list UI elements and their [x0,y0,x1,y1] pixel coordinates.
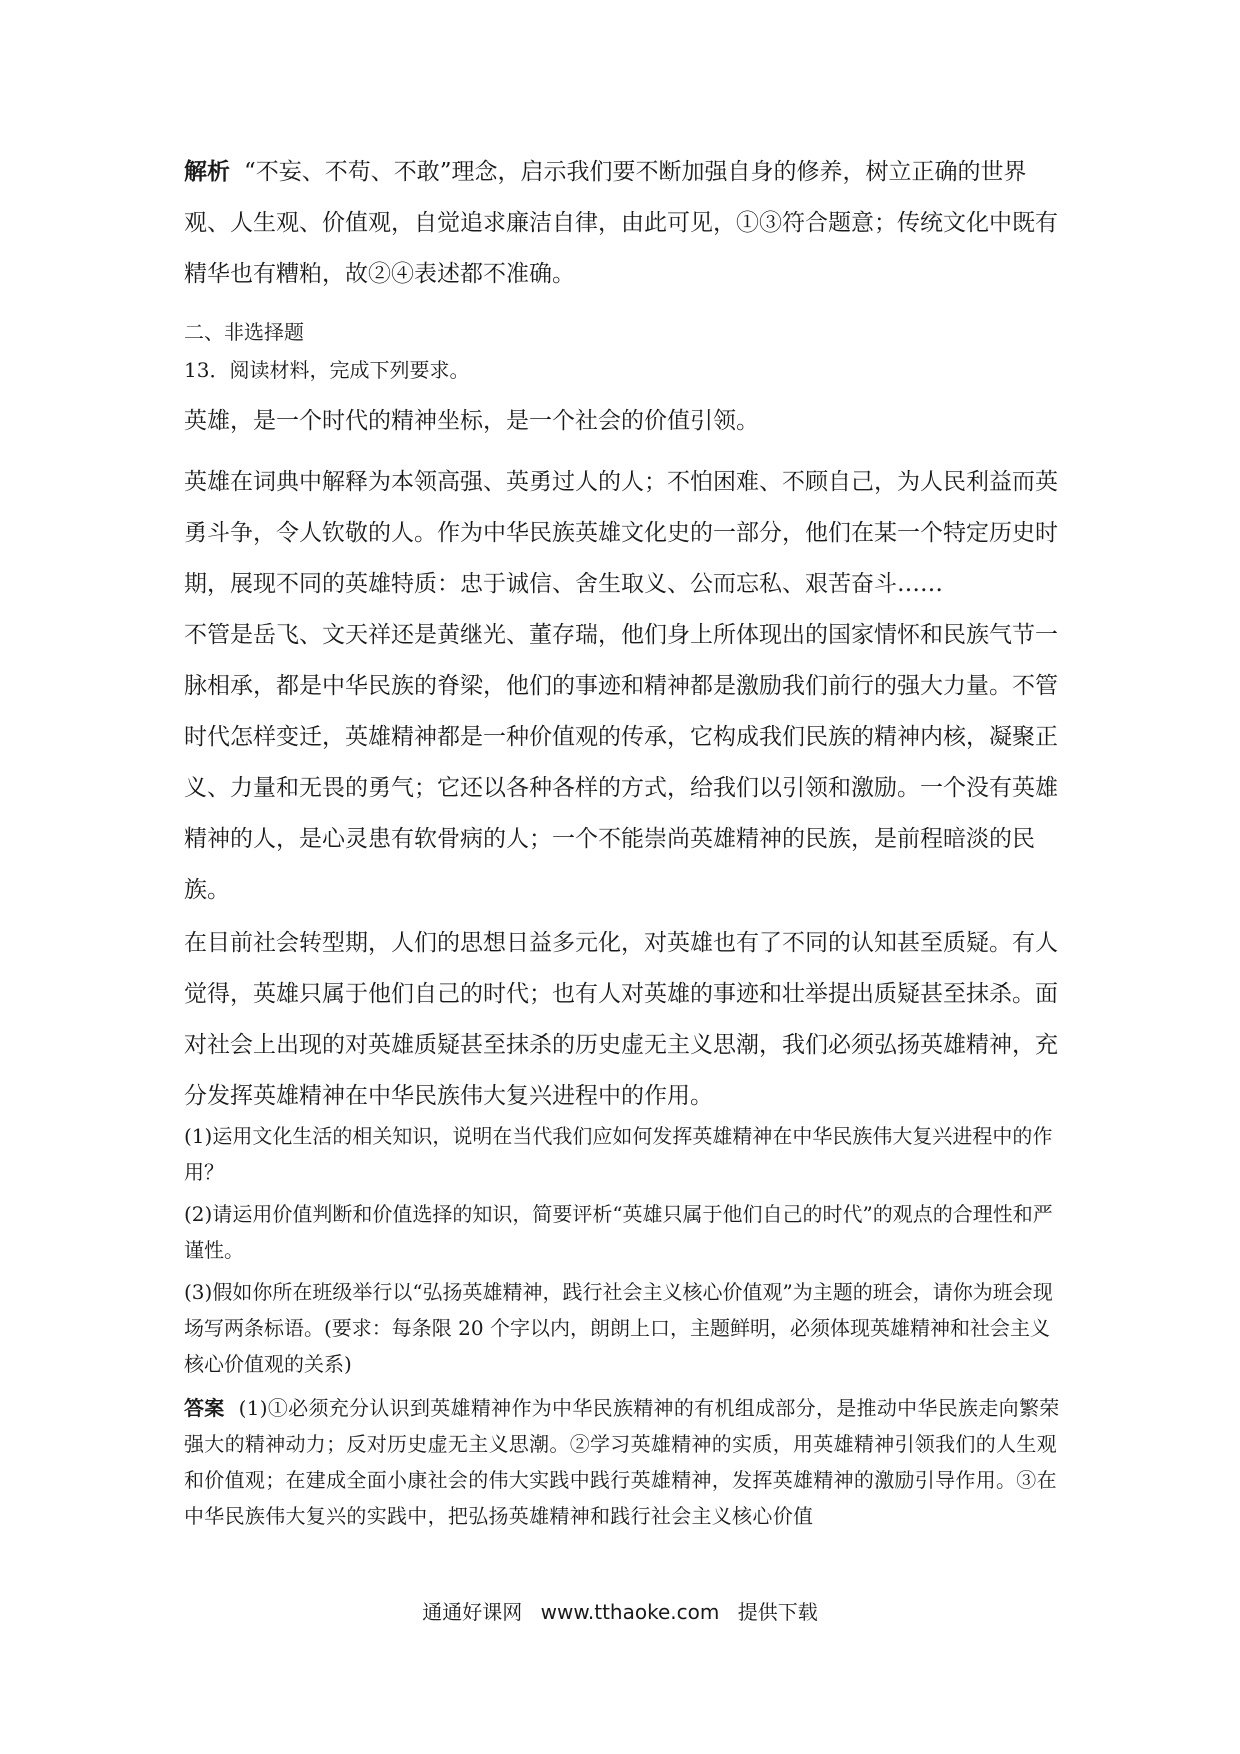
footer-url[interactable]: www.tthaoke.com [540,1600,720,1624]
material-paragraph-1: 英雄，是一个时代的精神坐标，是一个社会的价值引领。 [184,408,759,434]
analysis-label: 解析 [184,158,230,185]
section-title: 二、非选择题 [184,320,304,344]
analysis-text: “不妄、不苟、不敢”理念，启示我们要不断加强自身的修养，树立正确的世界观、人生观、价值观，自觉追求廉洁自律，由此可见，①③符合题意；传统文化中既有精华也有糟粕，故②④表述都不准确。 [184,159,1058,287]
footer-site-name: 通通好课网 [422,1600,523,1624]
material-paragraph-3: 不管是岳飞、文天祥还是黄继光、董存瑞，他们身上所体现出的国家情怀和民族气节一脉相承，都是中华民族的脊梁，他们的事迹和精神都是激励我们前行的强大力量。不管时代怎样变迁，英雄精神都是一种价值观的传承，它构成我们民族的精神内核，凝聚正义、力量和无畏的勇气；它还以各种各样的方式，给我们以引领和激励。一个没有英雄精神的人，是心灵患有软骨病的人；一个不能崇尚英雄精神的民族，是前程暗淡的民族。 [184,622,1058,903]
question-intro: 13．阅读材料，完成下列要求。 [184,358,470,382]
material-paragraph-2: 英雄在词典中解释为本领高强、英勇过人的人；不怕困难、不顾自己，为人民利益而英勇斗争，令人钦敬的人。作为中华民族英雄文化史的一部分，他们在某一个特定历史时期，展现不同的英雄特质：忠于诚信、舍生取义、公而忘私、艰苦奋斗…… [184,469,1058,597]
sub-question-2: (2)请运用价值判断和价值选择的知识，简要评析“英雄只属于他们自己的时代”的观点的合理性和严谨性。 [184,1202,1053,1262]
analysis-paragraph [184,146,1064,300]
sub-question-1: (1)运用文化生活的相关知识，说明在当代我们应如何发挥英雄精神在中华民族伟大复兴进程中的作用？ [184,1124,1053,1184]
answer-label: 答案 [184,1396,225,1420]
material-paragraph-4: 在目前社会转型期，人们的思想日益多元化，对英雄也有了不同的认知甚至质疑。有人觉得，英雄只属于他们自己的时代；也有人对英雄的事迹和壮举提出质疑甚至抹杀。面对社会上出现的对英雄质疑甚至抹杀的历史虚无主义思潮，我们必须弘扬英雄精神，充分发挥英雄精神在中华民族伟大复兴进程中的作用。 [184,930,1058,1109]
sub-question-3: (3)假如你所在班级举行以“弘扬英雄精神，践行社会主义核心价值观”为主题的班会，请你为班会现场写两条标语。(要求：每条限 20 个字以内，朗朗上口，主题鲜明，必须体现英雄精神和社会主义核心价值观的关系) [184,1280,1053,1376]
page-footer [0,1596,1240,1625]
footer-tagline: 提供下载 [737,1600,818,1624]
answer-paragraph [184,1390,1064,1534]
answer-text: (1)①必须充分认识到英雄精神作为中华民族精神的有机组成部分，是推动中华民族走向繁荣强大的精神动力；反对历史虚无主义思潮。②学习英雄精神的实质，用英雄精神引领我们的人生观和价值观；在建成全面小康社会的伟大实践中践行英雄精神，发挥英雄精神的激励引导作用。③在中华民族伟大复兴的实践中，把弘扬英雄精神和践行社会主义核心价值 [184,1396,1060,1528]
